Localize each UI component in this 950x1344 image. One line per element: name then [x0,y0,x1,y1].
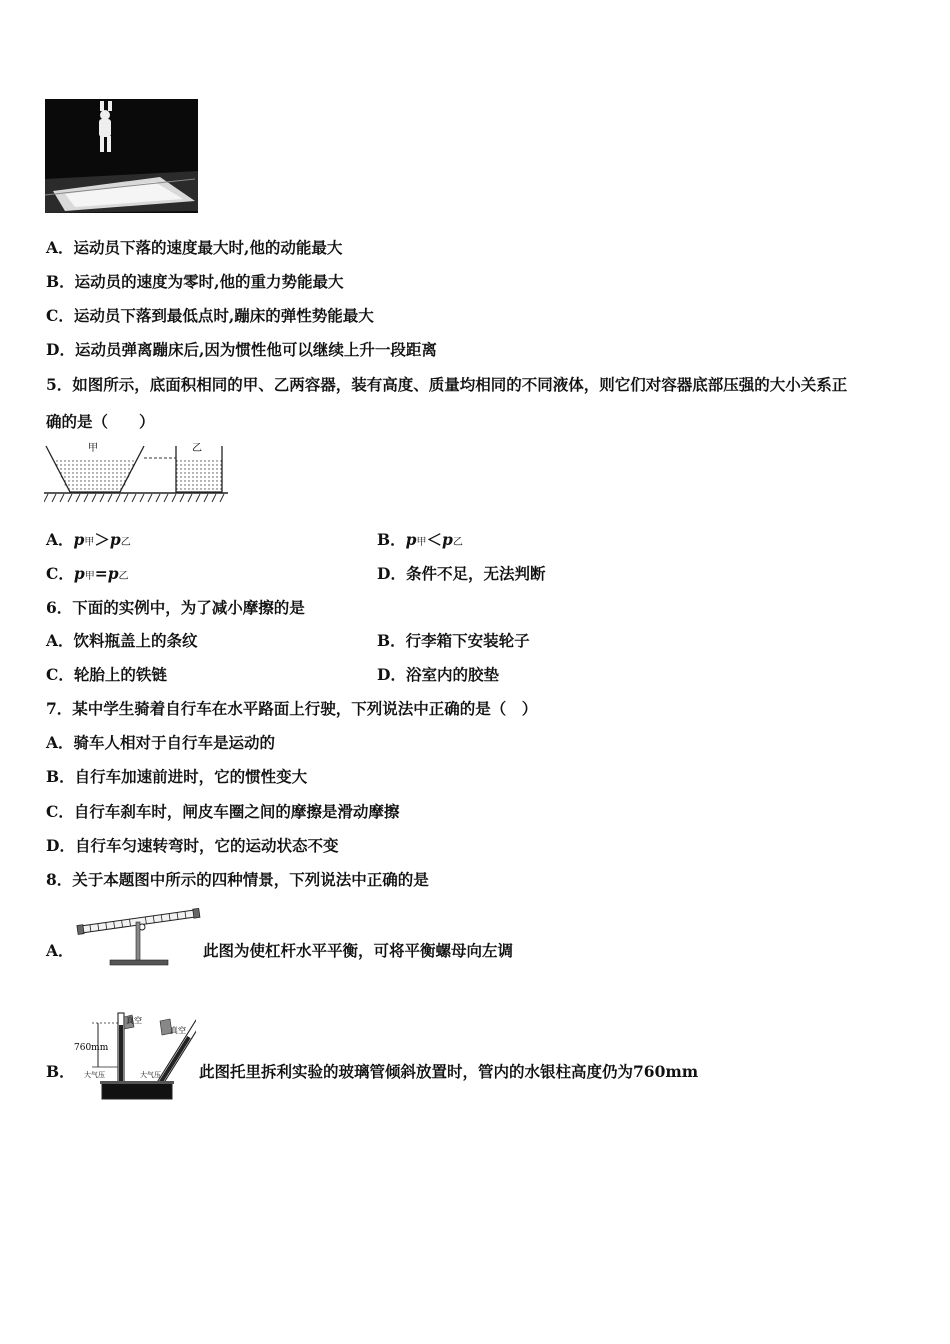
q5-c-p1: p [73,564,85,583]
q7-option-c: C．自行车刹车时，闸皮车圈之间的摩擦是滑动摩擦 [46,802,400,821]
label-vacuum-2: 真空 [170,1026,186,1035]
label-atm-1: 大气压 [84,1071,105,1079]
q7-option-a: A．骑车人相对于自行车是运动的 [46,733,276,752]
q5-stem-line1: 5．如图所示，底面积相同的甲、乙两容器，装有高度、质量均相同的不同液体，则它们对容器底部压强的大小关系正 [46,375,848,394]
q5-b-prefix: B． [377,530,406,549]
q5-b-p1: p [405,530,417,549]
q6-option-d: D．浴室内的胶垫 [377,665,499,684]
q6-option-c: C．轮胎上的铁链 [46,665,167,684]
q5-b-s2: 乙 [452,537,463,548]
q5-c-prefix: C． [46,564,74,583]
q4-option-b: B．运动员的速度为零时,他的重力势能最大 [46,272,344,291]
label-yi: 乙 [192,443,202,454]
q8-option-b-text: 此图托里拆利实验的玻璃管倾斜放置时，管内的水银柱高度仍为760mm [199,1062,699,1081]
q6-stem: 6．下面的实例中，为了减小摩擦的是 [46,598,305,617]
q5-stem-line2: 确的是（ ） [46,412,155,431]
q5-a-p2: p [109,530,121,549]
q5-a-s2: 乙 [120,537,131,548]
q5-option-a [46,528,131,550]
q5-c-s1: 甲 [84,571,95,582]
q8-stem: 8．关于本题图中所示的四种情景，下列说法中正确的是 [46,870,429,889]
q8-option-a-label: A． [46,941,74,960]
containers-figure [44,440,228,506]
label-atm-2: 大气压 [140,1071,161,1079]
label-760mm: 760mm [74,1043,109,1053]
q5-b-p2: p [441,530,453,549]
q5-a-prefix: A． [46,530,74,549]
label-jia: 甲 [88,443,98,454]
q8-option-b-label: B． [46,1062,75,1081]
q5-a-p1: p [73,530,85,549]
q5-option-b [377,528,463,550]
q5-a-s1: 甲 [84,537,95,548]
q4-option-d: D．运动员弹离蹦床后,因为惯性他可以继续上升一段距离 [46,340,437,359]
trampoline-photo [45,99,198,213]
q6-option-b: B．行李箱下安装轮子 [377,631,530,650]
q5-c-s2: 乙 [118,571,129,582]
q7-option-d: D．自行车匀速转弯时，它的运动状态不变 [46,836,339,855]
q5-c-op: = [94,564,108,583]
label-vacuum-1: 真空 [126,1016,142,1025]
q7-stem: 7．某中学生骑着自行车在水平路面上行驶，下列说法中正确的是（ ） [46,699,538,718]
lever-figure [76,900,201,968]
q4-option-a: A．运动员下落的速度最大时,他的动能最大 [46,238,343,257]
q5-b-s1: 甲 [416,537,427,548]
q5-c-p2: p [107,564,119,583]
q5-option-c [46,562,129,584]
q7-option-b: B．自行车加速前进时，它的惯性变大 [46,767,308,786]
q5-option-d: D．条件不足，无法判断 [377,564,546,583]
q8-option-a-text: 此图为使杠杆水平平衡，可将平衡螺母向左调 [203,941,514,960]
q5-a-op: ＞ [94,530,110,549]
q5-b-op: ＜ [426,530,442,549]
q4-option-c: C．运动员下落到最低点时,蹦床的弹性势能最大 [46,306,374,325]
q6-option-a: A．饮料瓶盖上的条纹 [46,631,198,650]
torricelli-figure [74,1005,196,1101]
